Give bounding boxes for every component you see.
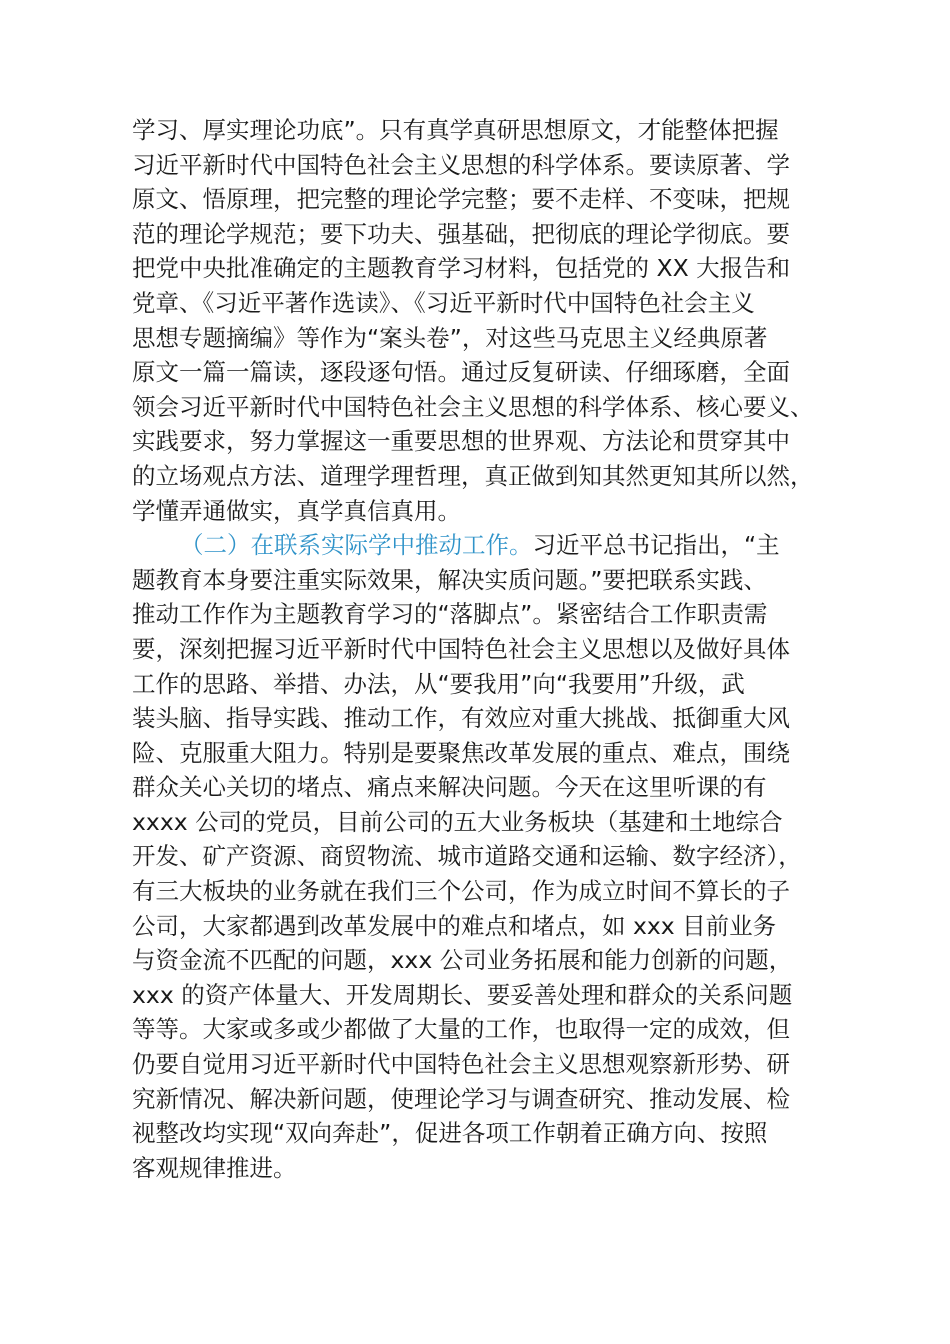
section-first-line (132, 528, 872, 563)
text-line: 仍要自觉用习近平新时代中国特色社会主义思想观察新形势、研 (132, 1050, 790, 1079)
paragraph-1 (132, 113, 872, 528)
document-body (132, 113, 872, 1185)
text-line: 推动工作作为主题教育学习的“落脚点”。紧密结合工作职责需 (132, 600, 768, 629)
text-line: 学懂弄通做实，真学真信真用。 (132, 496, 461, 525)
text-line: xxxx 公司的党员，目前公司的五大业务板块（基建和土地综合 (132, 807, 783, 836)
text-line: 开发、矿产资源、商贸物流、城市道路交通和运输、数字经济）， (132, 842, 802, 871)
text-line: 范的理论学规范；要下功夫、强基础，把彻底的理论学彻底。要 (132, 219, 790, 248)
text-line: 装头脑、指导实践、推动工作，有效应对重大挑战、抵御重大风 (132, 704, 790, 733)
text-line: 群众关心关切的堵点、痛点来解决问题。今天在这里听课的有 (132, 773, 767, 802)
paragraph-2 (132, 528, 872, 1185)
text-line: 的立场观点方法、道理学理哲理，真正做到知其然更知其所以然， (132, 461, 814, 490)
text-line: 学习、厚实理论功底”。只有真学真研思想原文，才能整体把握 (132, 116, 779, 144)
section-heading: （二）在联系实际学中推动工作。 (180, 531, 533, 560)
text-line: 领会习近平新时代中国特色社会主义思想的科学体系、核心要义、 (132, 392, 814, 421)
text-line: xxx 的资产体量大、开发周期长、要妥善处理和群众的关系问题 (132, 980, 793, 1009)
text-line: 习近平新时代中国特色社会主义思想的科学体系。要读原著、学 (132, 150, 790, 179)
section-first-line-text: 习近平总书记指出，“主 (532, 531, 780, 560)
text-line: 公司，大家都遇到改革发展中的难点和堵点，如 xxx 目前业务 (132, 911, 777, 940)
text-line: 实践要求，努力掌握这一重要思想的世界观、方法论和贯穿其中 (132, 427, 790, 456)
text-line: 工作的思路、举措、办法，从“要我用”向“我要用”升级，武 (132, 669, 745, 698)
text-line: 有三大板块的业务就在我们三个公司，作为成立时间不算长的子 (132, 877, 790, 906)
text-line: 要，深刻把握习近平新时代中国特色社会主义思想以及做好具体 (132, 634, 790, 663)
text-line: 客观规律推进。 (132, 1153, 297, 1182)
text-line: 原文一篇一篇读，逐段逐句悟。通过反复研读、仔细琢磨，全面 (132, 358, 790, 387)
text-line: 等等。大家或多或少都做了大量的工作，也取得一定的成效，但 (132, 1015, 790, 1044)
text-line: 党章、《习近平著作选读》、《习近平新时代中国特色社会主义 (132, 288, 755, 317)
text-line: 原文、悟原理，把完整的理论学完整；要不走样、不变味，把规 (132, 185, 790, 214)
text-line: 与资金流不匹配的问题，xxx 公司业务拓展和能力创新的问题， (132, 946, 793, 975)
text-line: 视整改均实现“双向奔赴”，促进各项工作朝着正确方向、按照 (132, 1119, 768, 1148)
text-line: 究新情况、解决新问题，使理论学习与调查研究、推动发展、检 (132, 1084, 790, 1113)
text-line: 险、克服重大阻力。特别是要聚焦改革发展的重点、难点，围绕 (132, 738, 790, 767)
text-line: 把党中央批准确定的主题教育学习材料，包括党的 XX 大报告和 (132, 254, 791, 283)
text-line: 题教育本身要注重实际效果，解决实质问题。”要把联系实践、 (132, 565, 767, 594)
text-line: 思想专题摘编》等作为“案头卷”，对这些马克思主义经典原著 (132, 323, 768, 352)
